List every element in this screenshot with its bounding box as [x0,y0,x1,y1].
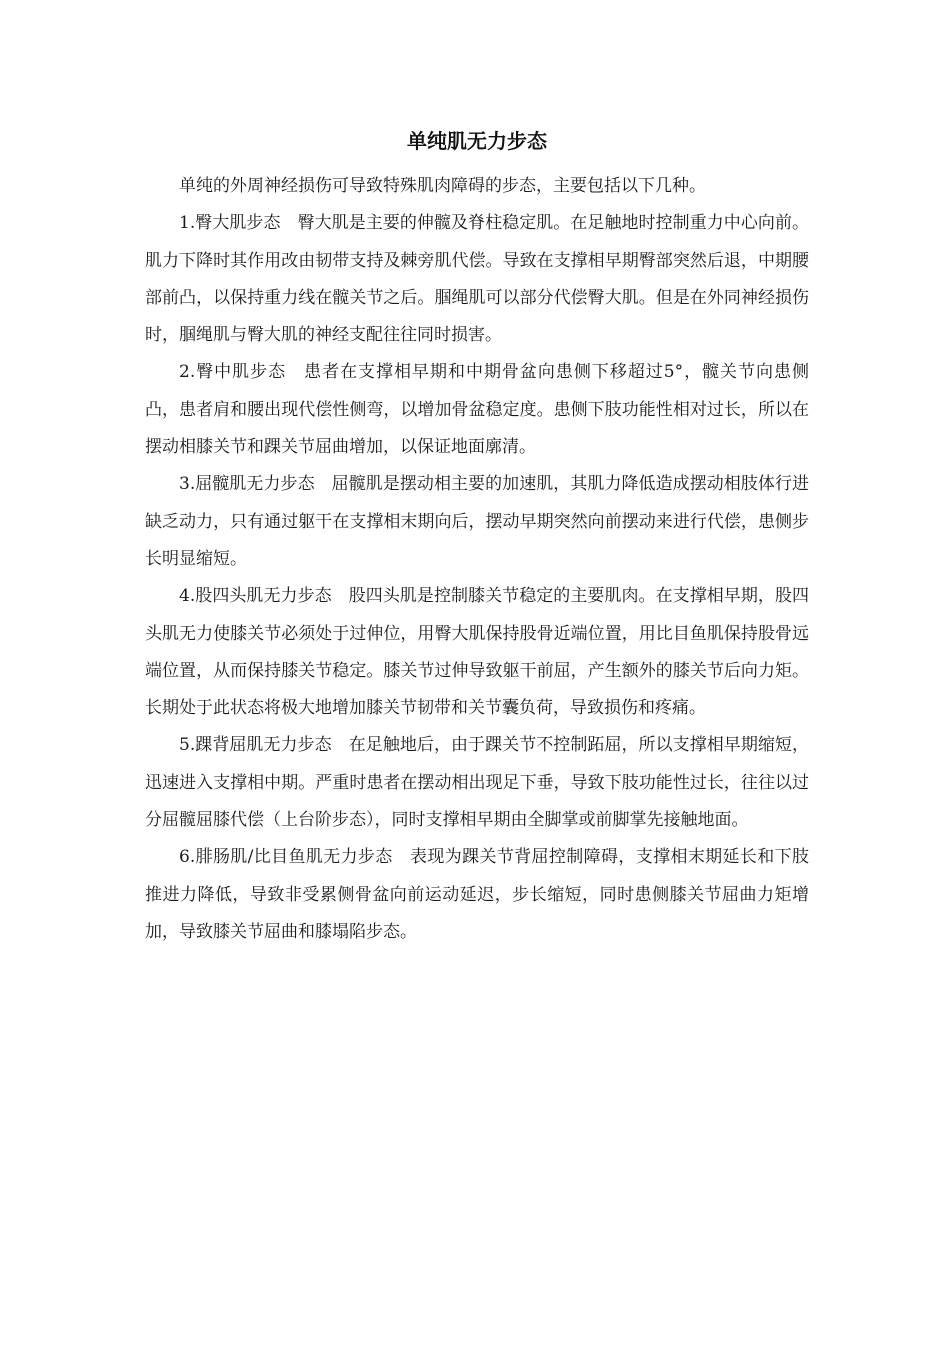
paragraph-gluteus-maximus-gait: 1.臀大肌步态 臀大肌是主要的伸髋及脊柱稳定肌。在足触地时控制重力中心向前。肌力下降时其作用改由韧带支持及棘旁肌代偿。导致在支撑相早期臀部突然后退，中期腰部前凸，以保持重力线在髋关节之后。腘绳肌可以部分代偿臀大肌。但是在外同神经损伤时，腘绳肌与臀大肌的神经支配往往同时损害。 [145,213,809,346]
paragraph-ankle-dorsiflexor-weakness-gait: 5.踝背屈肌无力步态 在足触地后，由于踝关节不控制跖屈，所以支撑相早期缩短，迅速进入支撑相中期。严重时患者在摆动相出现足下垂，导致下肢功能性过长，往往以过分屈髋屈膝代偿（上台阶步态），同时支撑相早期由全脚掌或前脚掌先接触地面。 [145,735,809,831]
document-title: 单纯肌无力步态 [407,129,547,153]
paragraph-gluteus-medius-gait: 2.臀中肌步态 患者在支撑相早期和中期骨盆向患侧下移超过5°，髋关节向患侧凸，患者肩和腰出现代偿性侧弯，以增加骨盆稳定度。患侧下肢功能性相对过长，所以在摆动相膝关节和踝关节屈曲增加，以保证地面廓清。 [145,362,809,458]
paragraph-quadriceps-weakness-gait: 4.股四头肌无力步态 股四头肌是控制膝关节稳定的主要肌肉。在支撑相早期，股四头肌无力使膝关节必须处于过伸位，用臀大肌保持股骨近端位置，用比目鱼肌保持股骨远端位置，从而保持膝关节稳定。膝关节过伸导致躯干前屈，产生额外的膝关节后向力矩。长期处于此状态将极大地增加膝关节韧带和关节囊负荷，导致损伤和疼痛。 [145,586,809,719]
document-body [145,122,809,951]
paragraph-hip-flexor-weakness-gait: 3.屈髋肌无力步态 屈髋肌是摆动相主要的加速肌，其肌力降低造成摆动相肢体行进缺乏动力，只有通过躯干在支撑相末期向后，摆动早期突然向前摆动来进行代偿，患侧步长明显缩短。 [145,474,809,569]
paragraph-intro: 单纯的外周神经损伤可导致特殊肌肉障碍的步态，主要包括以下几种。 [179,176,706,196]
paragraph-gastrocnemius-soleus-weakness-gait: 6.腓肠肌/比目鱼肌无力步态 表现为踝关节背屈控制障碍，支撑相末期延长和下肢推进力降低，导致非受累侧骨盆向前运动延迟，步长缩短，同时患侧膝关节屈曲力矩增加，导致膝关节屈曲和膝塌陷步态。 [145,847,809,942]
